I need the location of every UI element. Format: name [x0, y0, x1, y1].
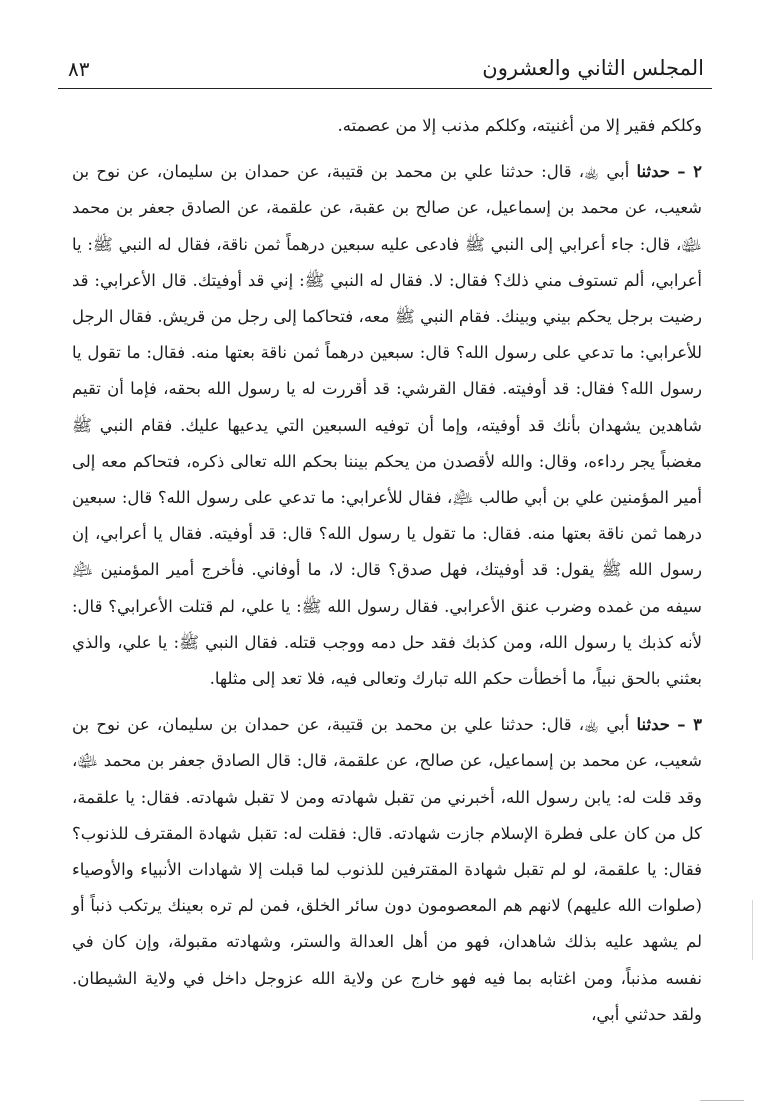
hadith-number: ٣ – — [677, 715, 702, 735]
paragraph-1-text: وكلكم فقير إلا من أغنيته، وكلكم مذنب إلا من عصمته. — [337, 116, 702, 135]
hadith-text: أبي ﵀، قال: حدثنا علي بن محمد بن قتيبة، عن حمدان بن سليمان، عن نوح بن شعيب، عن محمد بن إسماعيل، عن صالح بن عقبة، عن علقمة، عن الصادق جعفر بن محمد ﵉، قال: جاء أعرابي إلى النبي ﷺ فادعى عليه سبعين درهماً ثمن ناقة، فقال له النبي ﷺ: يا أعرابي، ألم تستوف مني ذلك؟ فقال: لا. فقال له النبي ﷺ: إني قد أوفيتك. قال الأعرابي: قد رضيت برجل يحكم بيني وبينك. فقام النبي ﷺ معه، فتحاكما إلى رجل من قريش. فقال الرجل للأعرابي: ما تدعي على رسول الله؟ قال: سبعين درهماً ثمن ناقة بعتها منه. فقال: ما تقول يا رسول الله؟ فقال: قد أوفيته. فقال القرشي: قد أقررت له يا رسول الله بحقه، فإما أن تقيم شاهدين يشهدان بأنك قد أوفيته، وإما أن توفيه السبعين التي يدعيها عليك. فقام النبي ﷺ مغضباً يجر رداءه، وقال: والله لأقصدن من يحكم بيننا بحكم الله تعالى ذكره، فتحاكم معه إلى أمير المؤمنين علي بن أبي طالب ﵇، فقال للأعرابي: ما تدعي على رسول الله؟ قال: سبعين درهما ثمن ناقة بعتها منه. فقال: ما تقول يا رسول الله؟ قال: قد أوفيته. فقال يا أعرابي، إن رسول الله ﷺ يقول: قد أوفيتك، فهل صدق؟ قال: لا، ما أوفاني. فأخرج أمير المؤمنين ﵇ سيفه من غمده وضرب عنق الأعرابي. فقال رسول الله ﷺ: يا علي، لم قتلت الأعرابي؟ قال: لأنه كذبك يا رسول الله، ومن كذبك فقد حل دمه ووجب قتله. فقال النبي ﷺ: يا علي، والذي بعثني بالحق نبياً، ما أخطأت حكم الله تبارك وتعالى فيه، فلا تعد إلى مثلها. — [72, 162, 702, 689]
hadith-text: أبي ﵀، قال: حدثنا علي بن محمد بن قتيبة، عن حمدان بن سليمان، عن نوح بن شعيب، عن محمد بن إسماعيل، عن صالح، عن علقمة، قال: قال الصادق جعفر بن محمد ﵉، وقد قلت له: يابن رسول الله، أخبرني من تقبل شهادته ومن لا تقبل شهادته. فقال: يا علقمة، كل من كان على فطرة الإسلام جازت شهادته. قال: فقلت له: تقبل شهادة المقترف للذنوب؟ فقال: يا علقمة، لو لم تقبل شهادة المقترفين للذنوب لما قبلت إلا شهادات الأنبياء والأوصياء (صلوات الله عليهم) لانهم هم المعصومون دون سائر الخلق، فمن لم تره بعينك يرتكب ذنباً أو لم يشهد عليه بذلك شاهدان، فهو من أهل العدالة والستر، وشهادته مقبولة، وإن كان في نفسه مذنباً، ومن اغتابه بما فيه فهو خارج عن ولاية الله عزوجل داخل في ولاية الشيطان. ولقد حدثني أبي، — [72, 715, 702, 1024]
hadith-lead-word: حدثنا — [636, 715, 670, 735]
paragraph-hadith-2 — [72, 154, 702, 697]
page-number: ٨٣ — [68, 57, 90, 81]
paragraph-hadith-3 — [72, 707, 702, 1033]
running-header — [58, 48, 712, 88]
hadith-lead-word: حدثنا — [636, 162, 670, 182]
header-divider — [58, 88, 712, 89]
paragraph-1 — [72, 108, 702, 144]
scan-margin-mark — [752, 900, 753, 960]
chapter-title: المجلس الثاني والعشرون — [482, 56, 704, 80]
scan-corner-mark — [700, 1100, 744, 1101]
page-body — [72, 108, 702, 1033]
hadith-number: ٢ – — [677, 162, 702, 182]
